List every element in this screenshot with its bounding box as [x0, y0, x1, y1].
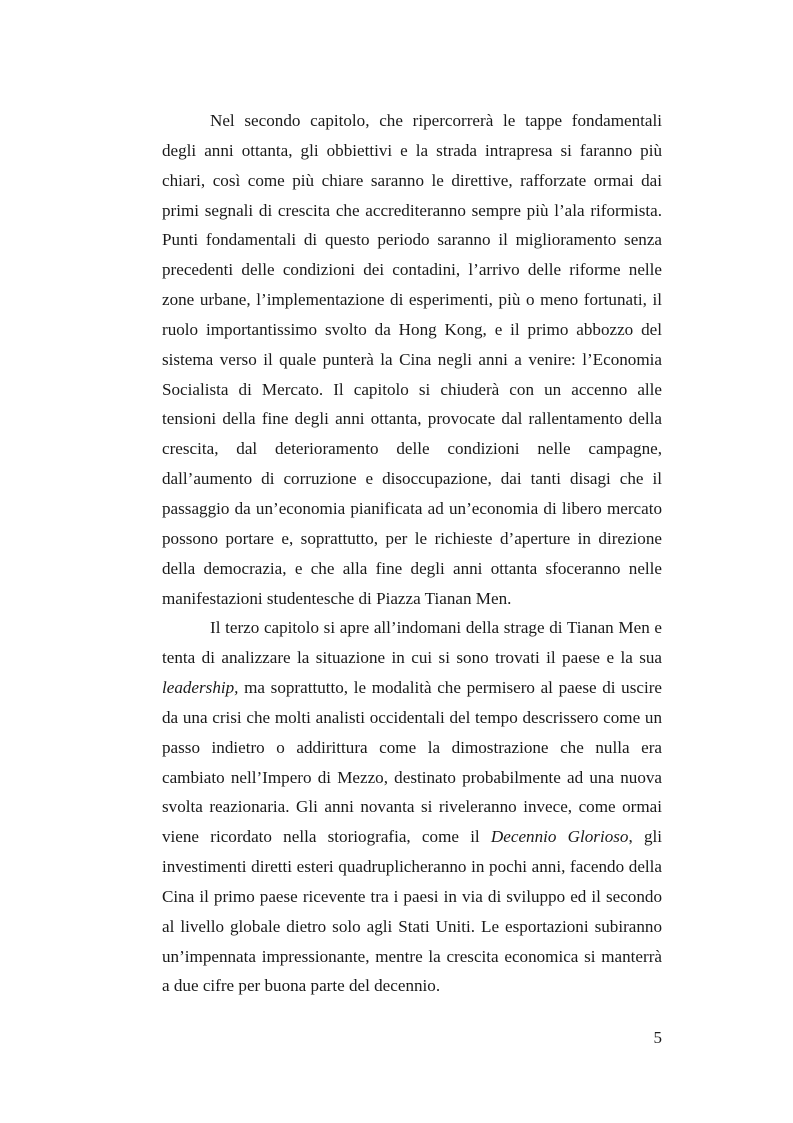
italic-term-decennio-glorioso: Decennio Glorioso — [490, 827, 629, 847]
page-number: 5 — [653, 1028, 662, 1047]
paragraph-chapter-three — [162, 613, 662, 1001]
italic-term-leadership: leadership, — [162, 678, 239, 698]
paragraph-segment: ma soprattutto, le modalità che permisero al paese di uscire da una crisi che molti analisti occidentali del tempo descrissero come un passo indietro o addirittura come la dimostrazione che nulla era cambiato nell’Impero di Mezzo, destinato probabilmente ad una nuova svolta reazionaria. Gli anni novanta si riveleranno invece, come ormai viene ricordato nella storiografia, come il — [162, 678, 662, 847]
paragraph-segment: Nel secondo capitolo, che ripercorrerà le tappe fondamentali degli anni ottanta, gli obbiettivi e la strada intrapresa si faranno più chiari, così come più chiare saranno le direttive, rafforzate ormai dai primi segnali di crescita che accrediteranno sempre più l’ala riformista. Punti fondamentali di questo periodo saranno il miglioramento senza precedenti delle condizioni dei contadini, l’arrivo delle riforme nelle zone urbane, l’implementazione di esperimenti, più o meno fortunati, il ruolo importantissimo svolto da Hong Kong, e il primo abbozzo del sistema verso il quale punterà la Cina negli anni a venire: l’Economia Socialista di Mercato. Il capitolo si chiuderà con un accenno alle tensioni della fine degli anni ottanta, provocate dal rallentamento della crescita, dal deterioramento delle condizioni nelle campagne, dall’aumento di corruzione e disoccupazione, dai tanti disagi che il passaggio da un’economia pianificata ad un’economia di libero mercato possono portare e, soprattutto, per le richieste d’aperture in direzione della democrazia, e che alla fine degli anni ottanta sfoceranno nelle manifestazioni studentesche di Piazza Tianan Men. — [162, 111, 662, 608]
paragraph-segment: , gli investimenti diretti esteri quadruplicheranno in pochi anni, facendo della Cina il primo paese ricevente tra i paesi in via di sviluppo ed il secondo al livello globale dietro solo agli Stati Uniti. Le esportazioni subiranno un’impennata impressionante, mentre la crescita economica si manterrà a due cifre per buona parte del decennio. — [162, 827, 663, 996]
body-text — [162, 106, 662, 1001]
paragraph-chapter-two — [162, 106, 662, 613]
paragraph-segment: Il terzo capitolo si apre all’indomani della strage di Tianan Men e tenta di analizzare la situazione in cui si sono trovati il paese e la sua — [162, 618, 662, 668]
